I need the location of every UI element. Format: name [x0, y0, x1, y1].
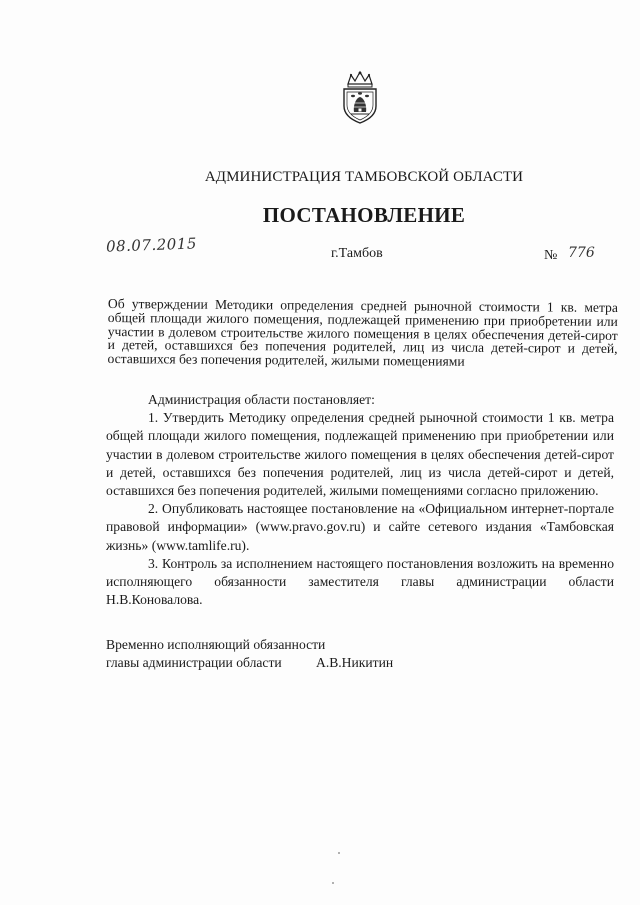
signature-position-line-2: главы администрации области: [106, 655, 282, 670]
coat-of-arms-icon: [338, 70, 382, 124]
signature-name: А.В.Никитин: [316, 655, 394, 670]
document-number: 776: [568, 245, 595, 261]
document-date: 08.07.2015: [105, 234, 198, 256]
document-number-label: №: [544, 248, 558, 263]
body-intro: Администрация области постановляет:: [148, 392, 375, 407]
document-body: [106, 391, 614, 609]
body-item-2: 2. Опубликовать настоящее постановление на «Официальном интернет-портале правовой информации» (www.pravo.gov.ru) и сайте сетевого издания «Тамбовская жизнь» (www.tamlife.ru).: [106, 501, 614, 553]
organization-title: АДМИНИСТРАЦИЯ ТАМБОВСКОЙ ОБЛАСТИ: [204, 169, 524, 185]
scan-speck: [332, 882, 334, 884]
body-item-1: 1. Утвердить Методику определения средней рыночной стоимости 1 кв. метра общей площади жилого помещения, подлежащей применению при приобретении или участии в долевом строительстве жилого помещения в целях обеспечения детей-сирот и детей, оставшихся без попечения родителей, лиц из числа детей-сирот и детей, оставшихся без попечения родителей, жилыми помещениями согласно приложению.: [106, 410, 614, 499]
scan-speck: [338, 852, 340, 854]
document-city: г.Тамбов: [331, 246, 383, 261]
signature-position-line-1: Временно исполняющий обязанности: [106, 637, 326, 652]
body-item-3: 3. Контроль за исполнением настоящего постановления возложить на временно исполняющего обязанности заместителя главы администрации области Н.В.Коновалова.: [106, 555, 614, 608]
document-subject: Об утверждении Методики определения средней рыночной стоимости 1 кв. метра общей площади жилого помещения, подлежащей применению при приобретении или участии в долевом строительстве жилого помещения в целях обеспечения детей-сирот и детей, оставшихся без попечения родителей, лиц из числа детей-сирот и детей, оставшихся без попечения родителей, жилыми помещениями: [107, 296, 618, 369]
document-type-title: ПОСТАНОВЛЕНИЕ: [262, 203, 466, 227]
